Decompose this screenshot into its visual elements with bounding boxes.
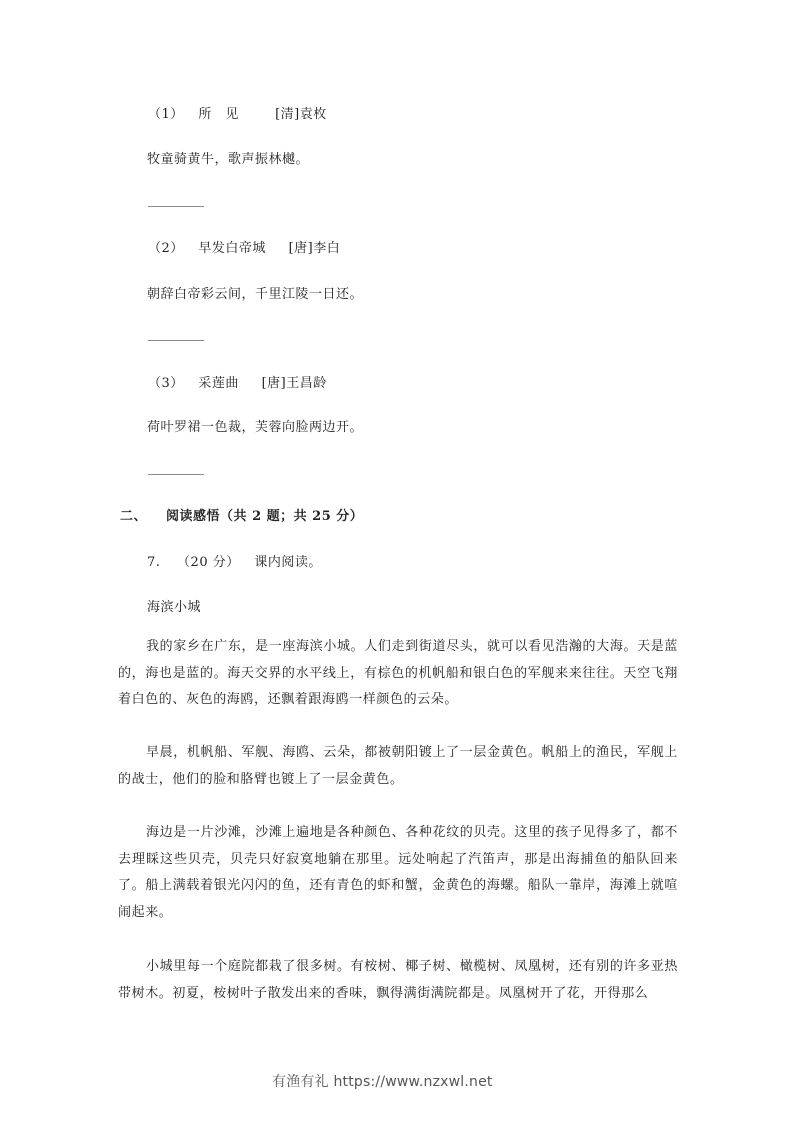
poem-1-number: （1） [148, 107, 184, 122]
poem-1-title: 所见 [198, 107, 253, 122]
poem-1-line: 牧童骑黄牛，歌声振林樾。 [147, 152, 310, 167]
section-title: 阅读感悟（共 2 题；共 25 分） [166, 509, 364, 524]
article-title: 海滨小城 [147, 600, 202, 615]
poem-2-heading [148, 237, 340, 256]
article-paragraph-1: 我的家乡在广东，是一座海滨小城。人们走到街道尽头，就可以看见浩瀚的大海。天是蓝的，海也是蓝的。海天交界的水平线上，有棕色的机帆船和银白色的军舰来来往往。天空飞翔着白色的、灰色的海鸥，还飘着跟海鸥一样颜色的云朵。 [118, 639, 678, 707]
section-number: 二、 [120, 509, 148, 524]
question-number: 7. [147, 555, 161, 570]
poem-3-heading [148, 372, 327, 391]
poem-3-author: [唐]王昌龄 [261, 376, 327, 391]
question-score: （20 分） [177, 555, 240, 570]
poem-2-answer-blank[interactable] [148, 340, 204, 341]
question-prompt: 课内阅读。 [254, 555, 322, 570]
poem-3-number: （3） [148, 376, 184, 391]
poem-2-author: [唐]李白 [288, 241, 341, 256]
poem-3-answer-blank[interactable] [148, 474, 204, 475]
article-paragraph-2: 早晨，机帆船、军舰、海鸥、云朵，都被朝阳镀上了一层金黄色。帆船上的渔民，军舰上的战士，他们的脸和胳臂也镀上了一层金黄色。 [118, 745, 678, 787]
poem-1-heading [148, 103, 327, 122]
article-paragraph-3: 海边是一片沙滩，沙滩上遍地是各种颜色、各种花纹的贝壳。这里的孩子见得多了，都不去理睬这些贝壳，贝壳只好寂寞地躺在那里。远处响起了汽笛声，那是出海捕鱼的船队回来了。船上满载着银光闪闪的鱼，还有青色的虾和蟹，金黄色的海螺。船队一靠岸，海滩上就喧闹起来。 [118, 825, 678, 920]
poem-1-author: [清]袁枚 [275, 107, 327, 122]
poem-2-line: 朝辞白帝彩云间，千里江陵一日还。 [147, 287, 364, 302]
poem-2-number: （2） [148, 241, 184, 256]
poem-2-title: 早发白帝城 [198, 241, 266, 256]
question-7 [147, 551, 322, 570]
footer-watermark: 有渔有礼 https://www.nzxwl.net [272, 1074, 493, 1090]
section-heading [120, 505, 363, 524]
poem-3-title: 采莲曲 [198, 376, 239, 391]
poem-1-answer-blank[interactable] [148, 206, 204, 207]
poem-3-line: 荷叶罗裙一色裁，芙蓉向脸两边开。 [147, 420, 364, 435]
article-paragraph-4: 小城里每一个庭院都栽了很多树。有桉树、椰子树、橄榄树、凤凰树，还有别的许多亚热带树木。初夏，桉树叶子散发出来的香味，飘得满街满院都是。凤凰树开了花，开得那么 [118, 959, 678, 1001]
